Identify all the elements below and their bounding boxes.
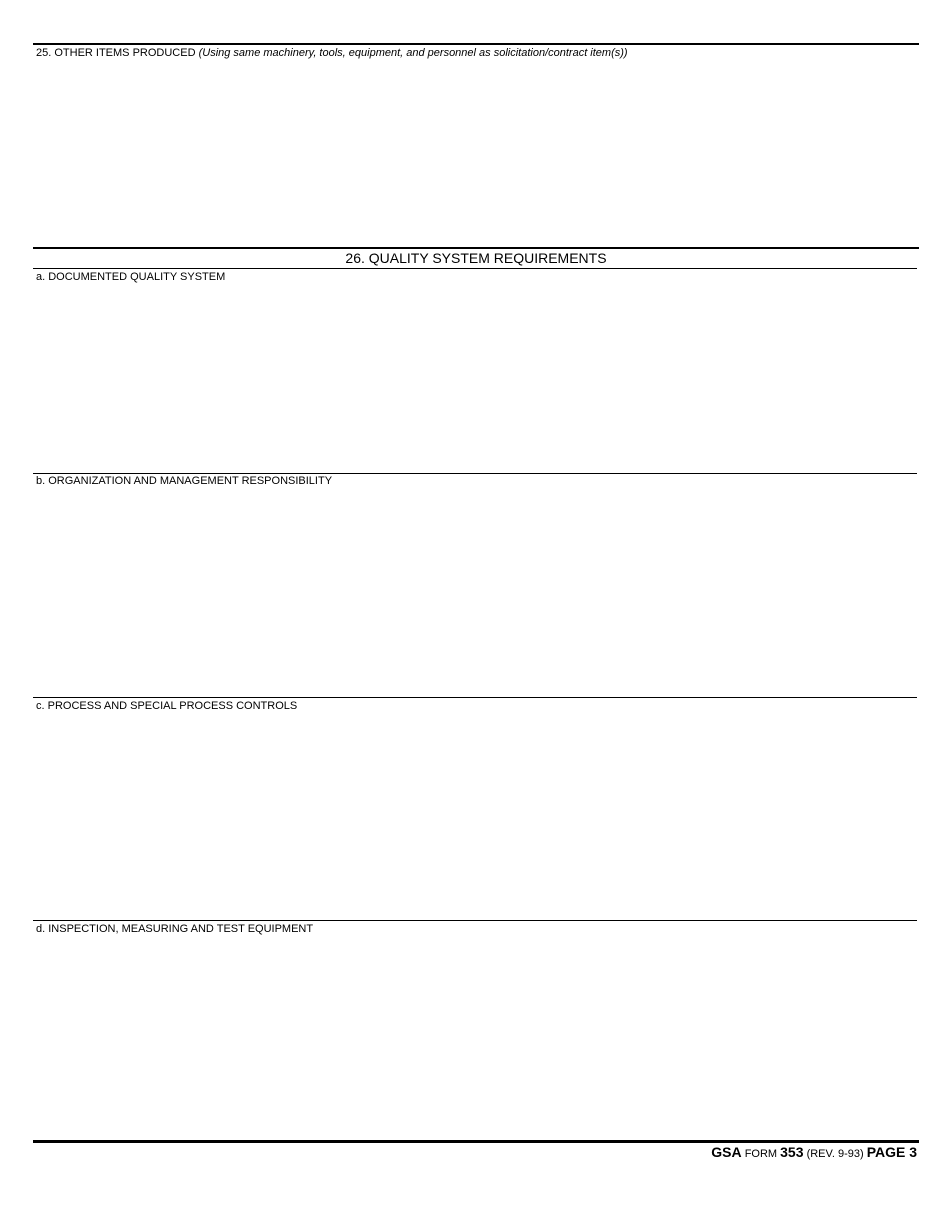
- section-26c-input[interactable]: [33, 715, 917, 917]
- section-26-top-rule: [33, 247, 919, 249]
- footer-form-number: 353: [780, 1144, 804, 1160]
- bottom-rule: [33, 1140, 919, 1143]
- section-26d-input[interactable]: [33, 938, 917, 1136]
- section-26-header-rule: [33, 268, 917, 269]
- section-25-input[interactable]: [33, 62, 917, 244]
- section-26d-label: d. INSPECTION, MEASURING AND TEST EQUIPMENT: [36, 923, 314, 935]
- top-rule: [33, 43, 919, 45]
- section-26c-label: c. PROCESS AND SPECIAL PROCESS CONTROLS: [36, 700, 298, 712]
- section-26a-input[interactable]: [33, 286, 917, 470]
- footer-agency: GSA: [711, 1144, 742, 1160]
- section-26b-label: b. ORGANIZATION AND MANAGEMENT RESPONSIBILITY: [36, 475, 333, 487]
- section-26c-rule: [33, 697, 917, 698]
- section-25-label: [36, 47, 628, 60]
- section-25-title: 25. OTHER ITEMS PRODUCED: [36, 47, 196, 59]
- section-26-title: 26. QUALITY SYSTEM REQUIREMENTS: [345, 250, 607, 266]
- section-26b-rule: [33, 473, 917, 474]
- form-footer: [711, 1144, 917, 1162]
- footer-revision: (REV. 9-93): [806, 1148, 864, 1160]
- footer-page-number: PAGE 3: [866, 1144, 917, 1160]
- section-26d-rule: [33, 920, 917, 921]
- section-25-note: (Using same machinery, tools, equipment, and personnel as solicitation/contract item(s)): [198, 47, 628, 59]
- section-26b-input[interactable]: [33, 490, 917, 694]
- section-26a-label: a. DOCUMENTED QUALITY SYSTEM: [36, 271, 226, 283]
- footer-form-word: FORM: [744, 1148, 778, 1160]
